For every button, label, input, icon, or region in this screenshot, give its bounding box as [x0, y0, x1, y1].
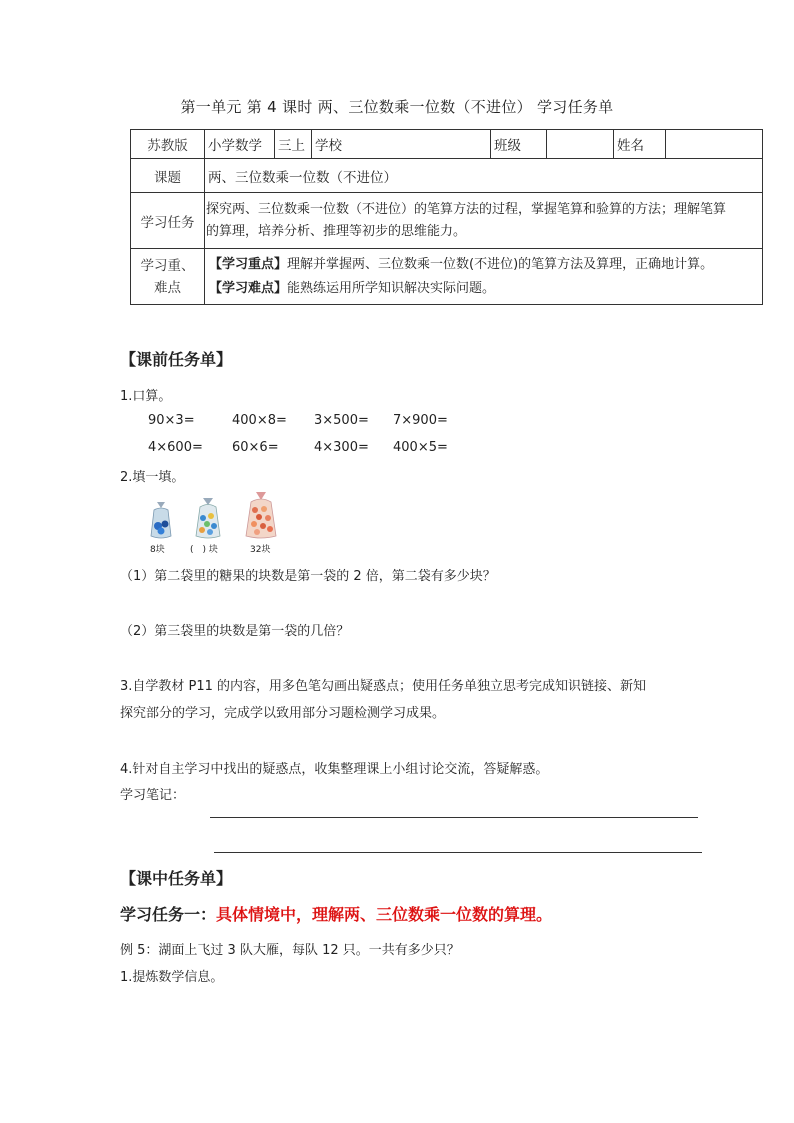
keypoint-label-line1: 学习重、: [140, 257, 195, 274]
calc-2: 400×8=: [232, 413, 287, 428]
keypoint-label-line2: 难点: [154, 279, 181, 296]
calc-5: 4×600=: [148, 440, 203, 455]
school-label: 学校: [312, 130, 491, 159]
keypoint-label: [131, 249, 205, 305]
task-1-label: 学习任务一：: [120, 905, 217, 924]
question-1: 1.口算。: [120, 389, 172, 404]
name-label: 姓名: [614, 130, 666, 159]
question-4: 4.针对自主学习中找出的疑惑点，收集整理课上小组讨论交流，答疑解惑。: [120, 762, 549, 777]
topic-value: 两、三位数乘一位数（不进位）: [205, 159, 763, 193]
candy-bag-small-icon: [146, 500, 176, 540]
grade-cell: 三上: [275, 130, 312, 159]
calc-3: 3×500=: [314, 413, 369, 428]
subject-cell: 小学数学: [205, 130, 275, 159]
question-2a: （1）第二袋里的糖果的块数是第一袋的 2 倍，第二袋有多少块？: [120, 569, 496, 584]
diff-tag: 【学习难点】: [209, 280, 288, 296]
calc-6: 60×6=: [232, 440, 279, 455]
example-5: 例 5：湖面上飞过 3 队大雁，每队 12 只。一共有多少只？: [120, 943, 460, 958]
topic-label: 课题: [131, 159, 205, 193]
in-class-heading: 【课中任务单】: [120, 869, 233, 888]
info-table: [130, 129, 763, 305]
task-1-heading: [120, 902, 552, 925]
bag-label-2: ( ) 块: [190, 545, 218, 555]
question-3-line2: 探究部分的学习，完成学以致用部分习题检测学习成果。: [120, 706, 446, 721]
step-1: 1.提炼数学信息。: [120, 970, 224, 985]
edition-cell: 苏教版: [131, 130, 205, 159]
bag-label-1: 8块: [150, 545, 165, 555]
notes-line-2[interactable]: [214, 852, 702, 853]
pre-class-heading: 【课前任务单】: [120, 350, 233, 369]
candy-bag-large-icon: [244, 490, 278, 540]
calc-4: 7×900=: [393, 413, 448, 428]
notes-line-1[interactable]: [210, 817, 698, 818]
class-label: 班级: [491, 130, 547, 159]
task-label: 学习任务: [131, 193, 205, 249]
question-3-line1: 3.自学教材 P11 的内容，用多色笔勾画出疑惑点；使用任务单独立思考完成知识链接、新知: [120, 679, 647, 694]
bag-label-3: 32块: [250, 545, 271, 555]
diff-text: 能熟练运用所学知识解决实际问题。: [287, 280, 496, 296]
question-2b: （2）第三袋里的块数是第一袋的几倍？: [120, 624, 350, 639]
keypoint-value: [205, 249, 763, 305]
key-text: 理解并掌握两、三位数乘一位数(不进位)的笔算方法及算理，正确地计算。: [287, 256, 714, 272]
question-2: 2.填一填。: [120, 470, 185, 485]
calc-7: 4×300=: [314, 440, 369, 455]
key-tag: 【学习重点】: [209, 256, 288, 272]
notes-label: 学习笔记：: [120, 788, 186, 803]
class-field[interactable]: [547, 130, 614, 159]
task-value: [205, 193, 763, 249]
task-line-2: 的算理，培养分析、推理等初步的思维能力。: [206, 223, 467, 239]
task-1-text: 具体情境中，理解两、三位数乘一位数的算理。: [216, 905, 553, 924]
calc-1: 90×3=: [148, 413, 195, 428]
calc-8: 400×5=: [393, 440, 448, 455]
candy-bag-medium-icon: [193, 496, 223, 540]
task-line-1: 探究两、三位数乘一位数（不进位）的笔算方法的过程，掌握笔算和验算的方法；理解笔算: [206, 201, 727, 217]
page-title: 第一单元 第 4 课时 两、三位数乘一位数（不进位） 学习任务单: [180, 98, 614, 116]
name-field[interactable]: [666, 130, 763, 159]
